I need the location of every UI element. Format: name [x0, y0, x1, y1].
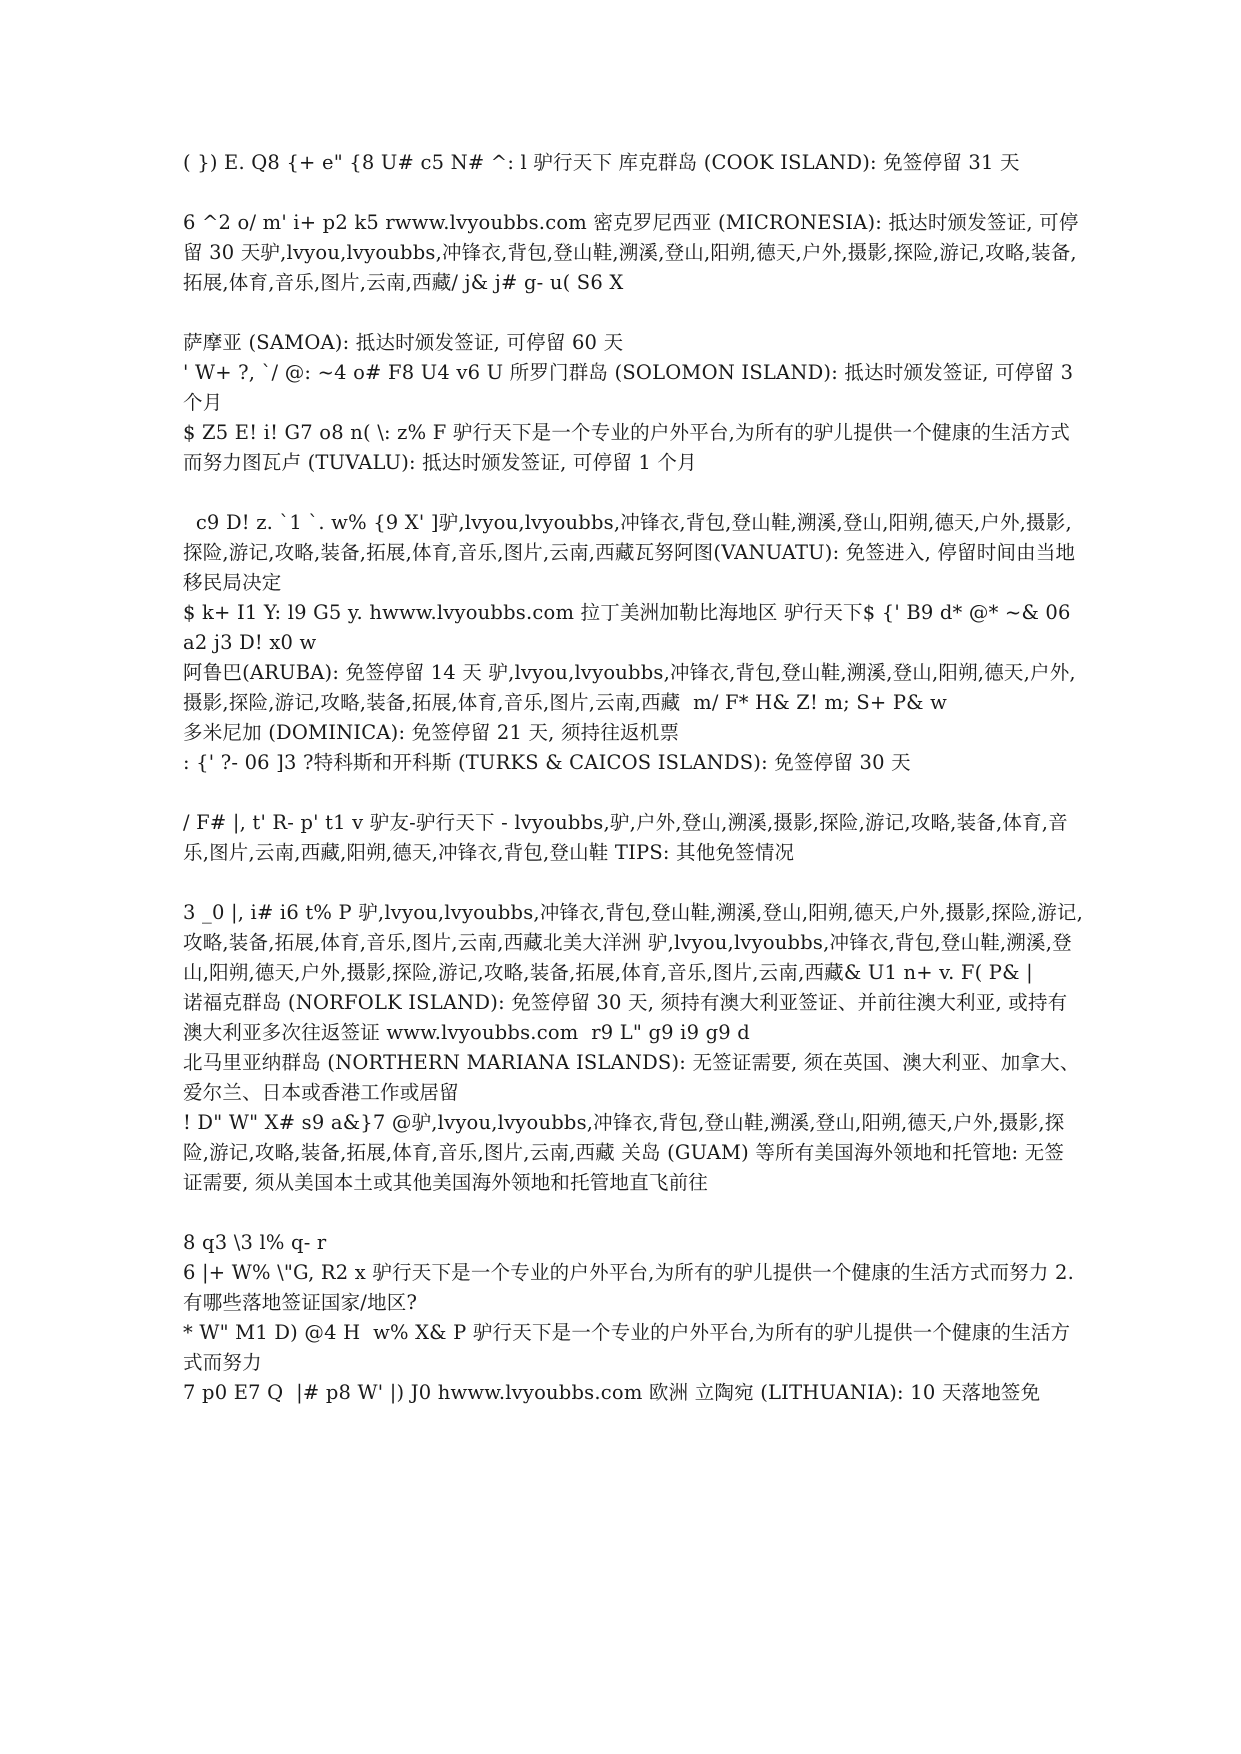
paragraph-aruba: 阿鲁巴(ARUBA): 免签停留 14 天 驴,lvyou,lvyoubbs,冲锋衣,背包,登山鞋,溯溪,登山,阳朔,德天,户外,摄影,探险,游记,攻略,装备,拓展,体育,音乐,图片,云南,西藏 m/ F* H& Z! m; S+ P& w — [183, 661, 1076, 714]
blank-line — [183, 778, 1083, 808]
blank-line — [183, 298, 1083, 328]
paragraph-vanuatu: c9 D! z. `1 `. w% {9 X' ]驴,lvyou,lvyoubbs,冲锋衣,背包,登山鞋,溯溪,登山,阳朔,德天,户外,摄影,探险,游记,攻略,装备,拓展,体育,音乐,图片,云南,西藏瓦努阿图(VANUATU): 免签进入, 停留时间由当地移民局决定 — [183, 511, 1076, 594]
paragraph-turks-caicos: : {' ?- 06 ]3 ?特科斯和开科斯 (TURKS & CAICOS ISLANDS): 免签停留 30 天 — [183, 751, 911, 774]
paragraph-north-america-oceania: 3 _0 |, i# i6 t% P 驴,lvyou,lvyoubbs,冲锋衣,背包,登山鞋,溯溪,登山,阳朔,德天,户外,摄影,探险,游记,攻略,装备,拓展,体育,音乐,图片,云南,西藏北美大洋洲 驴,lvyou,lvyoubbs,冲锋衣,背包,登山鞋,溯溪,登山,阳朔,德天,户外,摄影,探险,游记,攻略,装备,拓展,体育,音乐,图片,云南,西藏& U1 n+ v. F( P& | — [183, 901, 1084, 984]
paragraph-norfolk-island: 诺福克群岛 (NORFOLK ISLAND): 免签停留 30 天, 须持有澳大利亚签证、并前往澳大利亚, 或持有澳大利亚多次往返签证 www.lvyoubbs.com r9 L" g9 i9 g9 d — [183, 991, 1068, 1044]
paragraph-dominica: 多米尼加 (DOMINICA): 免签停留 21 天, 须持往返机票 — [183, 721, 680, 744]
paragraph-solomon-island: ' W+ ?, `/ @: ~4 o# F8 U4 v6 U 所罗门群岛 (SOLOMON ISLAND): 抵达时颁发签证, 可停留 3 个月 — [183, 361, 1080, 414]
paragraph-micronesia: 6 ^2 o/ m' i+ p2 k5 rwww.lvyoubbs.com 密克罗尼西亚 (MICRONESIA): 抵达时颁发签证, 可停留 30 天驴,lvyou,lvyoubbs,冲锋衣,背包,登山鞋,溯溪,登山,阳朔,德天,户外,摄影,探险,游记,攻略,装备,拓展,体育,音乐,图片,云南,西藏/ j& j# g- u( S6 X — [183, 211, 1079, 294]
document-body — [183, 148, 1083, 1408]
paragraph-northern-mariana: 北马里亚纳群岛 (NORTHERN MARIANA ISLANDS): 无签证需要, 须在英国、澳大利亚、加拿大、爱尔兰、日本或香港工作或居留 — [183, 1051, 1080, 1104]
paragraph-tips: / F# |, t' R- p' t1 v 驴友-驴行天下 - lvyoubbs,驴,户外,登山,溯溪,摄影,探险,游记,攻略,装备,体育,音乐,图片,云南,西藏,阳朔,德天,冲锋衣,背包,登山鞋 TIPS: 其他免签情况 — [183, 811, 1068, 864]
blank-line — [183, 478, 1083, 508]
paragraph-latin-america-heading: $ k+ I1 Y: l9 G5 y. hwww.lvyoubbs.com 拉丁美洲加勒比海地区 驴行天下$ {' B9 d* @* ~& 06 a2 j3 D! x0 w — [183, 601, 1078, 654]
paragraph-guam: ! D" W" X# s9 a&}7 @驴,lvyou,lvyoubbs,冲锋衣,背包,登山鞋,溯溪,登山,阳朔,德天,户外,摄影,探险,游记,攻略,装备,拓展,体育,音乐,图片,云南,西藏 关岛 (GUAM) 等所有美国海外领地和托管地: 无签证需要, 须从美国本土或其他美国海外领地和托管地直飞前往 — [183, 1111, 1065, 1194]
paragraph-samoa: 萨摩亚 (SAMOA): 抵达时颁发签证, 可停留 60 天 — [183, 331, 624, 354]
paragraph-tuvalu: $ Z5 E! i! G7 o8 n( \: z% F 驴行天下是一个专业的户外平台,为所有的驴儿提供一个健康的生活方式而努力图瓦卢 (TUVALU): 抵达时颁发签证, 可停留 1 个月 — [183, 421, 1070, 474]
blank-line — [183, 178, 1083, 208]
paragraph-platform-slogan: * W" M1 D) @4 H w% X& P 驴行天下是一个专业的户外平台,为所有的驴儿提供一个健康的生活方式而努力 — [183, 1321, 1071, 1374]
paragraph-lithuania: 7 p0 E7 Q |# p8 W' |) J0 hwww.lvyoubbs.com 欧洲 立陶宛 (LITHUANIA): 10 天落地签免 — [183, 1381, 1041, 1404]
blank-line — [183, 868, 1083, 898]
paragraph-landing-visa-question: 6 |+ W% \"G, R2 x 驴行天下是一个专业的户外平台,为所有的驴儿提供一个健康的生活方式而努力 2.有哪些落地签证国家/地区? — [183, 1261, 1074, 1314]
paragraph-cook-island: ( }) E. Q8 {+ e" {8 U# c5 N# ^: l 驴行天下 库克群岛 (COOK ISLAND): 免签停留 31 天 — [183, 151, 1020, 174]
blank-line — [183, 1198, 1083, 1228]
paragraph-noise: 8 q3 \3 l% q- r — [183, 1231, 327, 1254]
